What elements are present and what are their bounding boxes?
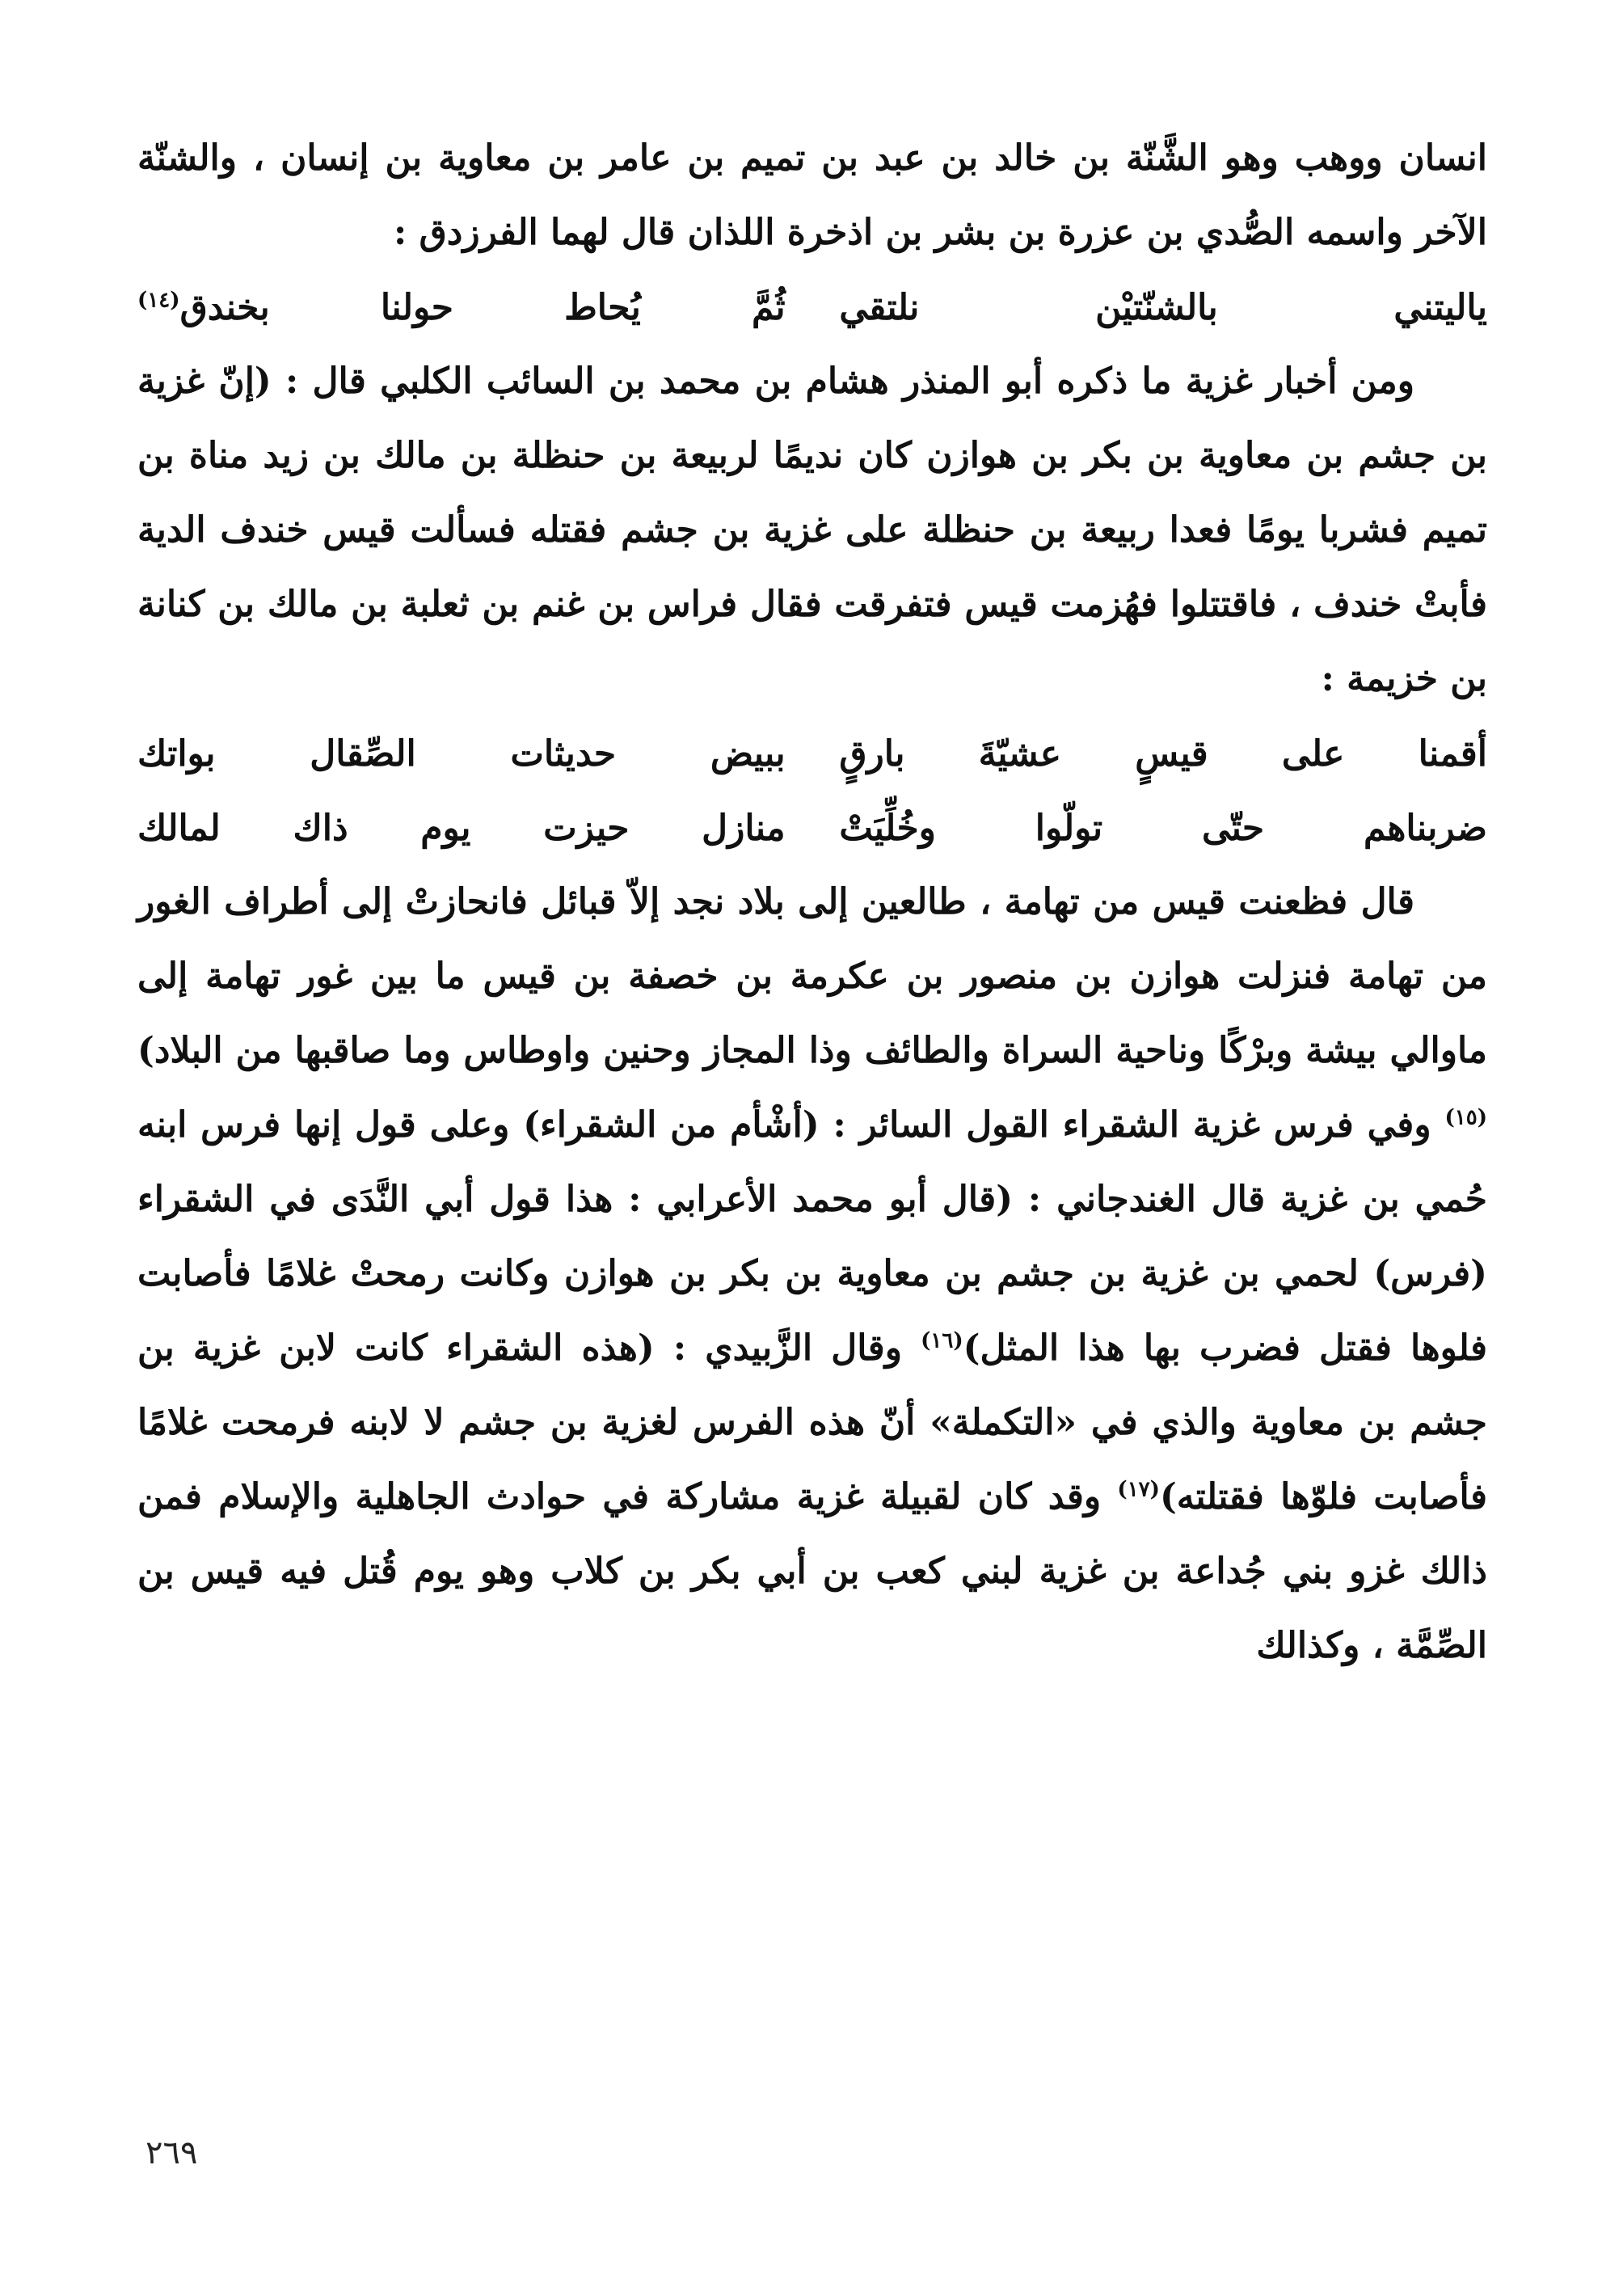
verse-line-3	[137, 791, 1487, 865]
verse-line-2	[137, 716, 1487, 791]
verse-1-first-hemistich: ياليتني بالشنّتيْن نلتقي	[839, 286, 1487, 328]
paragraph-3-part-2: وفي فرس غزية الشقراء القول السائر : (أشْأم من الشقراء) وعلى قول إنها فرس ابنه حُمي بن غزية قال الغندجاني : (قال أبو محمد الأعرابي : هذا قول أبي النَّدَى في الشقراء (فرس) لحمي بن غزية بن جشم بن معاوية بن بكر بن هوازن وكانت رمحتْ غلامًا فأصابت فلوها فقتل فضرب بها هذا المثل)	[137, 1104, 1487, 1369]
verse-2-second-hemistich: ببيض حديثات الصِّقال بواتك	[137, 732, 786, 774]
paragraph-3-part-1: قال فظعنت قيس من تهامة ، طالعين إلى بلاد نجد إلاّ قبائل فانحازتْ إلى أطراف الغور من تهامة فنزلت هوازن بن منصور بن عكرمة بن خصفة بن قيس ما بين غور تهامة إلى ماوالي بيشة وبرْكًا وناحية السراة والطائف وذا المجاز وحنين واوطاس وما صاقبها من البلاد)	[137, 881, 1487, 1071]
page-number: ٢٦٩	[145, 2134, 198, 2171]
paragraph-ghaziya-news: ومن أخبار غزية ما ذكره أبو المنذر هشام بن محمد بن السائب الكلبي قال : (إنّ غزية بن جشم بن معاوية بن بكر بن هوازن كان نديمًا لربيعة بن حنظلة بن مالك بن زيد مناة بن تميم فشربا يومًا فعدا ربيعة بن حنظلة على غزية بن جشم فقتله فسألت قيس خندف الدية فأبتْ خندف ، فاقتتلوا فهُزمت قيس فتفرقت فقال فراس بن غنم بن ثعلبة بن مالك بن كنانة بن خزيمة :	[137, 361, 1487, 699]
footnote-ref-15: (١٥)	[1444, 1105, 1487, 1130]
footnote-ref-16: (١٦)	[921, 1328, 963, 1353]
footnote-ref-17: (١٧)	[1117, 1477, 1160, 1502]
paragraph-3-part-3: وقال الزَّبيدي : (هذه الشقراء كانت لابن غزية بن جشم بن معاوية والذي في «التكملة» أنّ هذه الفرس لغزية بن جشم لا لابنه فرمحت غلامًا فأصابت فلوّها فقتلته)	[137, 1327, 1487, 1517]
verse-3-first-hemistich: ضربناهم حتّى تولّوا وخُلِّيَتْ	[839, 807, 1487, 849]
verse-2-first-hemistich: أقمنا على قيسٍ عشيّةَ بارقٍ	[839, 732, 1487, 774]
paragraph-qays-departure	[137, 865, 1487, 1683]
footnote-ref-14: (١٤)	[137, 287, 180, 312]
verse-1-second-text: ثُمَّ يُحاط حولنا بخندق	[179, 286, 786, 328]
verse-3-second-hemistich: منازل حيزت يوم ذاك لمالك	[137, 807, 786, 849]
paragraph-3-part-4: وقد كان لقبيلة غزية مشاركة في حوادث الجاهلية والإسلام فمن ذالك غزو بني جُداعة بن غزية لبني كعب بن أبي بكر بن كلاب وهو يوم قُتل فيه قيس بن الصِّمَّة ، وكذالك	[137, 1476, 1487, 1666]
page-body	[137, 121, 1487, 1683]
opening-paragraph: انسان ووهب وهو الشَّنّة بن خالد بن عبد بن تميم بن عامر بن معاوية بن إنسان ، والشنّة الآخر واسمه الصُّدي بن عزرة بن بشر بن اذخرة اللذان قال لهما الفرزدق :	[137, 137, 1487, 253]
verse-1-second-hemistich	[137, 287, 786, 328]
verse-line-1	[137, 270, 1487, 344]
